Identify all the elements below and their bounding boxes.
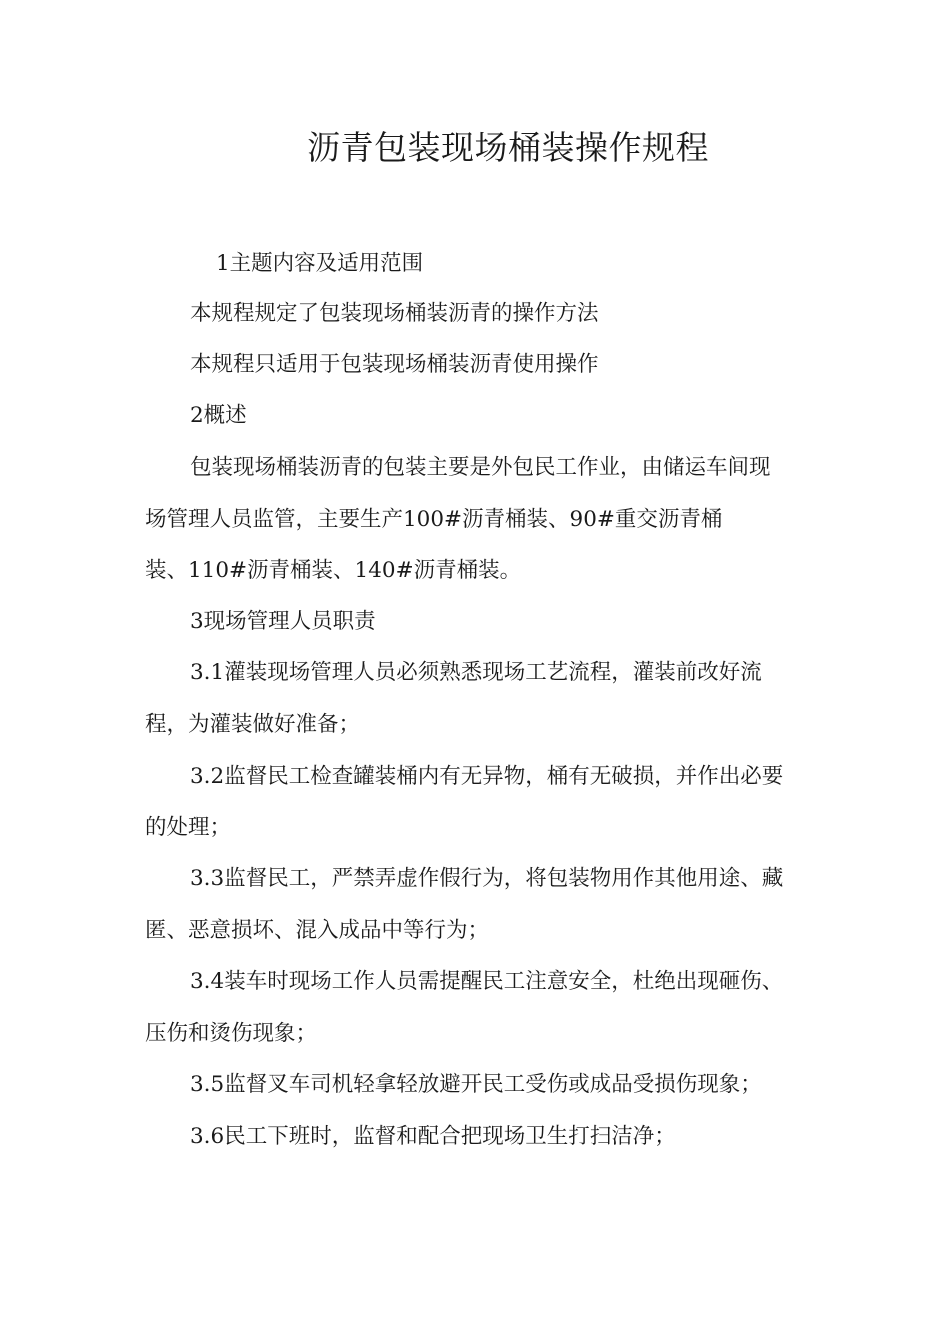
paragraph-line: 匿、恶意损坏、混入成品中等行为； (145, 918, 490, 943)
paragraph-line: 本规程只适用于包装现场桶装沥青使用操作 (190, 352, 599, 377)
paragraph-line: 本规程规定了包装现场桶装沥青的操作方法 (190, 301, 599, 326)
section-heading-1: 1主题内容及适用范围 (216, 251, 424, 276)
paragraph-line: 3.6民工下班时，监督和配合把现场卫生打扫洁净； (190, 1124, 676, 1149)
paragraph-line: 压伤和烫伤现象； (145, 1021, 318, 1046)
paragraph-line: 场管理人员监管，主要生产100#沥青桶装、90#重交沥青桶 (145, 507, 723, 532)
section-heading-3: 3现场管理人员职责 (190, 609, 376, 634)
paragraph-line: 3.4装车时现场工作人员需提醒民工注意安全，杜绝出现砸伤、 (190, 969, 784, 994)
paragraph-line: 程，为灌装做好准备； (145, 712, 361, 737)
paragraph-line: 的处理； (145, 815, 232, 840)
document-title: 沥青包装现场桶装操作规程 (307, 128, 709, 167)
paragraph-line: 包装现场桶装沥青的包装主要是外包民工作业，由储运车间现 (190, 455, 771, 480)
paragraph-line: 3.1灌装现场管理人员必须熟悉现场工艺流程，灌装前改好流 (190, 660, 762, 685)
section-heading-2: 2概述 (190, 403, 247, 428)
paragraph-line: 装、110#沥青桶装、140#沥青桶装。 (145, 558, 522, 583)
paragraph-line: 3.5监督叉车司机轻拿轻放避开民工受伤或成品受损伤现象； (190, 1072, 762, 1097)
paragraph-line: 3.3监督民工，严禁弄虚作假行为，将包装物用作其他用途、藏 (190, 866, 784, 891)
paragraph-line: 3.2监督民工检查罐装桶内有无异物，桶有无破损，并作出必要 (190, 764, 784, 789)
